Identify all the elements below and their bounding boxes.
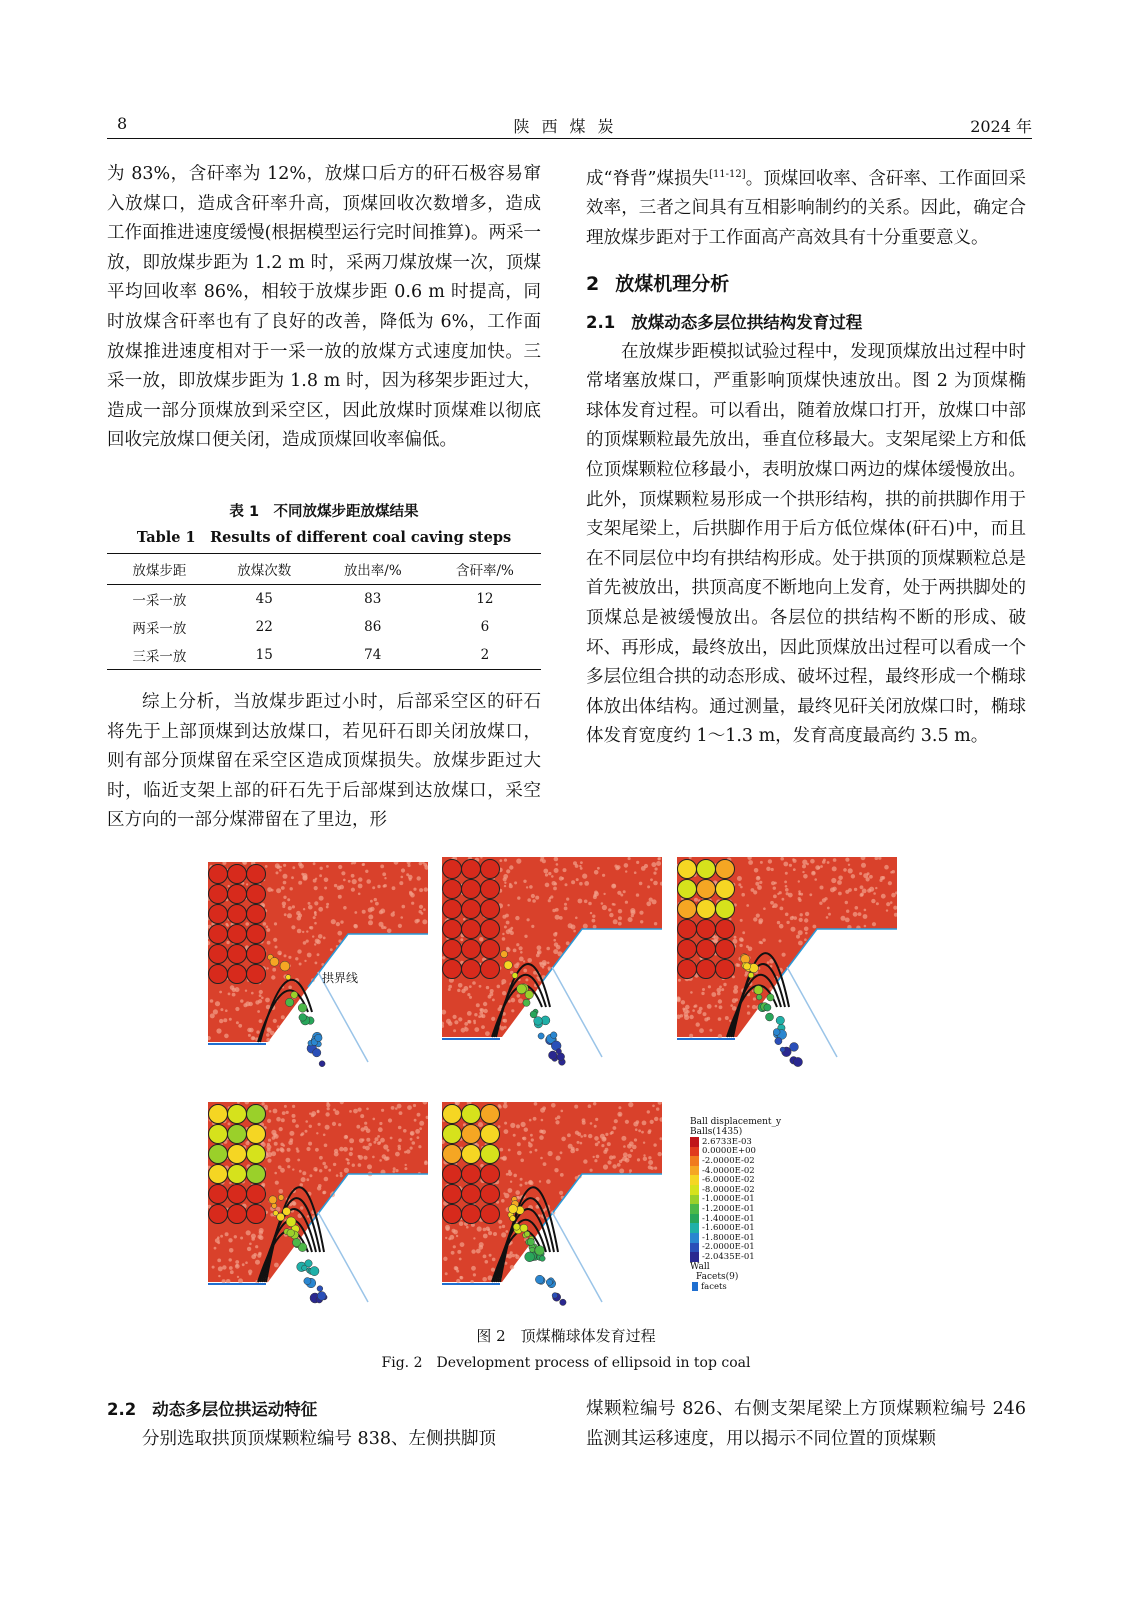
legend-swatch	[690, 1243, 699, 1253]
right-column-top	[586, 160, 1026, 752]
legend-value: -1.2000E-01	[702, 1203, 755, 1214]
table-cell: 2	[429, 641, 541, 670]
table-cell: 12	[476, 591, 494, 607]
legend-entry	[690, 1166, 820, 1176]
legend-swatch	[690, 1166, 699, 1176]
page-number: 8	[117, 114, 128, 133]
legend-facets-label: Facets(9)	[696, 1271, 739, 1282]
legend-swatch	[690, 1185, 699, 1195]
table-header-cell: 含矸率/%	[429, 554, 541, 585]
table-cell: 6	[480, 619, 490, 635]
legend-value: -2.0000E-02	[702, 1155, 755, 1166]
legend-entry	[690, 1204, 820, 1214]
paragraph: 煤颗粒编号 826、右侧支架尾梁上方顶煤颗粒编号 246 监测其运移速度，用以揭示不同位置的顶煤颗	[586, 1399, 1026, 1449]
legend-wall-label: Wall	[690, 1261, 710, 1272]
legend-swatch	[690, 1214, 699, 1224]
legend-value: -4.0000E-02	[702, 1165, 755, 1176]
citation: [11-12]	[709, 169, 746, 180]
legend-swatch	[690, 1147, 699, 1157]
legend-value: -1.6000E-01	[702, 1223, 755, 1234]
table-row	[107, 613, 541, 641]
table-caption-en: Table 1 Results of different coal caving steps	[136, 529, 512, 546]
legend-entry	[690, 1243, 820, 1253]
legend-entry	[690, 1147, 820, 1157]
legend-value: -1.4000E-01	[702, 1213, 755, 1224]
simulation-panel-5	[442, 1102, 662, 1312]
table-cell: 22	[255, 619, 273, 635]
issue-year: 2024 年	[970, 117, 1032, 136]
legend-value: -1.8000E-01	[702, 1232, 755, 1243]
legend-entry	[690, 1214, 820, 1224]
section-number: 2.2	[107, 1400, 137, 1419]
table-row	[107, 585, 541, 614]
section-number: 2	[586, 272, 600, 295]
facets-swatch	[692, 1282, 698, 1292]
simulation-panel-2	[442, 857, 662, 1067]
simulation-panel-3	[677, 857, 897, 1067]
paragraph-text: 成“脊背”煤损失	[586, 168, 710, 189]
simulation-panel-1	[208, 862, 428, 1072]
legend-value: -8.0000E-02	[702, 1184, 755, 1195]
table-cell: 三采一放	[107, 641, 212, 670]
running-head	[107, 112, 1032, 139]
journal-name: 陕西煤炭	[513, 117, 626, 136]
figure-caption-cn: 图 2 顶煤椭球体发育过程	[476, 1327, 656, 1345]
legend-value: -2.0435E-01	[702, 1251, 755, 1262]
table-header-cell: 放煤步距	[107, 554, 212, 585]
legend-facets-item: facets	[701, 1281, 727, 1292]
table-cell: 两采一放	[132, 621, 187, 637]
legend-entry	[690, 1233, 820, 1243]
paragraph	[586, 160, 1026, 254]
paragraph: 分别选取拱顶顶煤颗粒编号 838、左侧拱脚顶	[142, 1429, 496, 1449]
legend-value: -1.0000E-01	[702, 1194, 755, 1205]
simulation-panel-4	[208, 1102, 428, 1312]
table-row	[107, 641, 541, 670]
section-2-2-heading	[107, 1395, 541, 1425]
legend-facets-row	[690, 1282, 820, 1292]
section-2-heading	[586, 268, 1026, 300]
left-column-top	[107, 160, 541, 456]
ellipsoid-stage-image	[442, 857, 662, 1067]
legend-entry	[690, 1175, 820, 1185]
table-header-cell: 放煤次数	[212, 554, 317, 585]
table-cell: 86	[364, 619, 382, 635]
displacement-legend	[690, 1117, 820, 1291]
table-cell: 45	[255, 591, 273, 607]
section-title: 放煤动态多层位拱结构发育过程	[631, 312, 863, 332]
ellipsoid-stage-image	[208, 862, 428, 1072]
paragraph: 综上分析，当放煤步距过小时，后部采空区的矸石将先于上部顶煤到达放煤口，若见矸石即关闭放煤口，则有部分顶煤留在采空区造成顶煤损失。放煤步距过大时，临近支架上部的矸石先于后部煤到达放煤口，采空区方向的一部分煤滞留在了里边，形	[107, 692, 541, 831]
legend-entry	[690, 1137, 820, 1147]
left-column-middle	[107, 688, 541, 836]
section-title: 放煤机理分析	[615, 272, 730, 295]
ellipsoid-stage-image	[442, 1102, 662, 1312]
legend-value: -6.0000E-02	[702, 1175, 755, 1186]
legend-swatch	[690, 1195, 699, 1205]
section-title: 动态多层位拱运动特征	[152, 1400, 318, 1419]
ellipsoid-stage-image	[208, 1102, 428, 1312]
legend-entry	[690, 1156, 820, 1166]
legend-value: -2.0000E-01	[702, 1242, 755, 1253]
table-cell: 83	[364, 591, 382, 607]
table-header-row	[107, 554, 541, 585]
table-cell: 74	[317, 641, 429, 670]
legend-scale	[690, 1137, 820, 1262]
results-table	[107, 553, 541, 670]
legend-entry	[690, 1185, 820, 1195]
legend-count: Balls(1435)	[690, 1127, 743, 1137]
section-number: 2.1	[586, 312, 616, 332]
paragraph: 在放煤步距模拟试验过程中，发现顶煤放出过程中时常堵塞放煤口，严重影响顶煤快速放出。图 2 为顶煤椭球体发育过程。可以看出，随着放煤口打开，放煤口中部的顶煤颗粒最先放出，垂直位移最大。支架尾梁上方和低位顶煤颗粒位移最小，表明放煤口两边的煤体缓慢放出。此外，顶煤颗粒易形成一个拱形结构，拱的前拱脚作用于支架尾梁上，后拱脚作用于后方低位煤体(矸石)中，而且在不同层位中均有拱结构形成。处于拱顶的顶煤颗粒总是首先被放出，拱顶高度不断地向上发育，处于两拱脚处的顶煤总是被缓慢放出。各层位的拱结构不断的形成、破坏、再形成，最终放出，因此顶煤放出过程可以看成一个多层位组合拱的动态形成、破坏过程，最终形成一个椭球体放出体结构。通过测量，最终见矸关闭放煤口时，椭球体发育宽度约 1～1.3 m，发育高度最高约 3.5 m。	[586, 341, 1026, 747]
legend-swatch	[690, 1252, 699, 1262]
paragraph-text: 。顶煤回收率、含矸率、工作面回采效率，三者之间具有互相影响制约的关系。因此，确定合理放煤步距对于工作面高产高效具有十分重要意义。	[586, 168, 1026, 249]
section-2-1-heading	[586, 308, 1026, 338]
legend-swatch	[690, 1156, 699, 1166]
legend-swatch	[690, 1204, 699, 1214]
legend-entry	[690, 1223, 820, 1233]
table-cell: 15	[212, 641, 317, 670]
legend-swatch	[690, 1223, 699, 1233]
table-caption-cn: 表 1 不同放煤步距放煤结果	[229, 504, 419, 520]
legend-swatch	[690, 1137, 699, 1147]
ellipsoid-stage-image	[677, 857, 897, 1067]
legend-entry	[690, 1252, 820, 1262]
table-cell: 一采一放	[132, 593, 187, 609]
legend-title: Ball displacement_y	[690, 1117, 782, 1127]
legend-swatch	[690, 1175, 699, 1185]
section-2-2-right	[586, 1395, 1026, 1454]
table-header-cell: 放出率/%	[317, 554, 429, 585]
section-2-2-left	[107, 1395, 541, 1455]
legend-value: 0.0000E+00	[702, 1146, 756, 1157]
paragraph: 为 83%，含矸率为 12%，放煤口后方的矸石极容易窜入放煤口，造成含矸率升高，顶煤回收次数增多，造成工作面推进速度缓慢(根据模型运行完时间推算)。两采一放，即放煤步距为 1.2 m 时，采两刀煤放煤一次，顶煤平均回收率 86%，相较于放煤步距 0.6 m 时提高，同时放煤含矸率也有了良好的改善，降低为 6%，工作面放煤推进速度相对于一采一放的放煤方式速度加快。三采一放，即放煤步距为 1.8 m 时，因为移架步距过大，造成一部分顶煤放到采空区，因此放煤时顶煤难以彻底回收完放煤口便关闭，造成顶煤回收率偏低。	[107, 164, 541, 451]
arch-boundary-label: 拱界线	[322, 971, 359, 985]
legend-entry	[690, 1195, 820, 1205]
legend-value: 2.6733E-03	[702, 1136, 752, 1147]
legend-swatch	[690, 1233, 699, 1243]
figure-caption-en: Fig. 2 Development process of ellipsoid in top coal	[381, 1355, 751, 1371]
